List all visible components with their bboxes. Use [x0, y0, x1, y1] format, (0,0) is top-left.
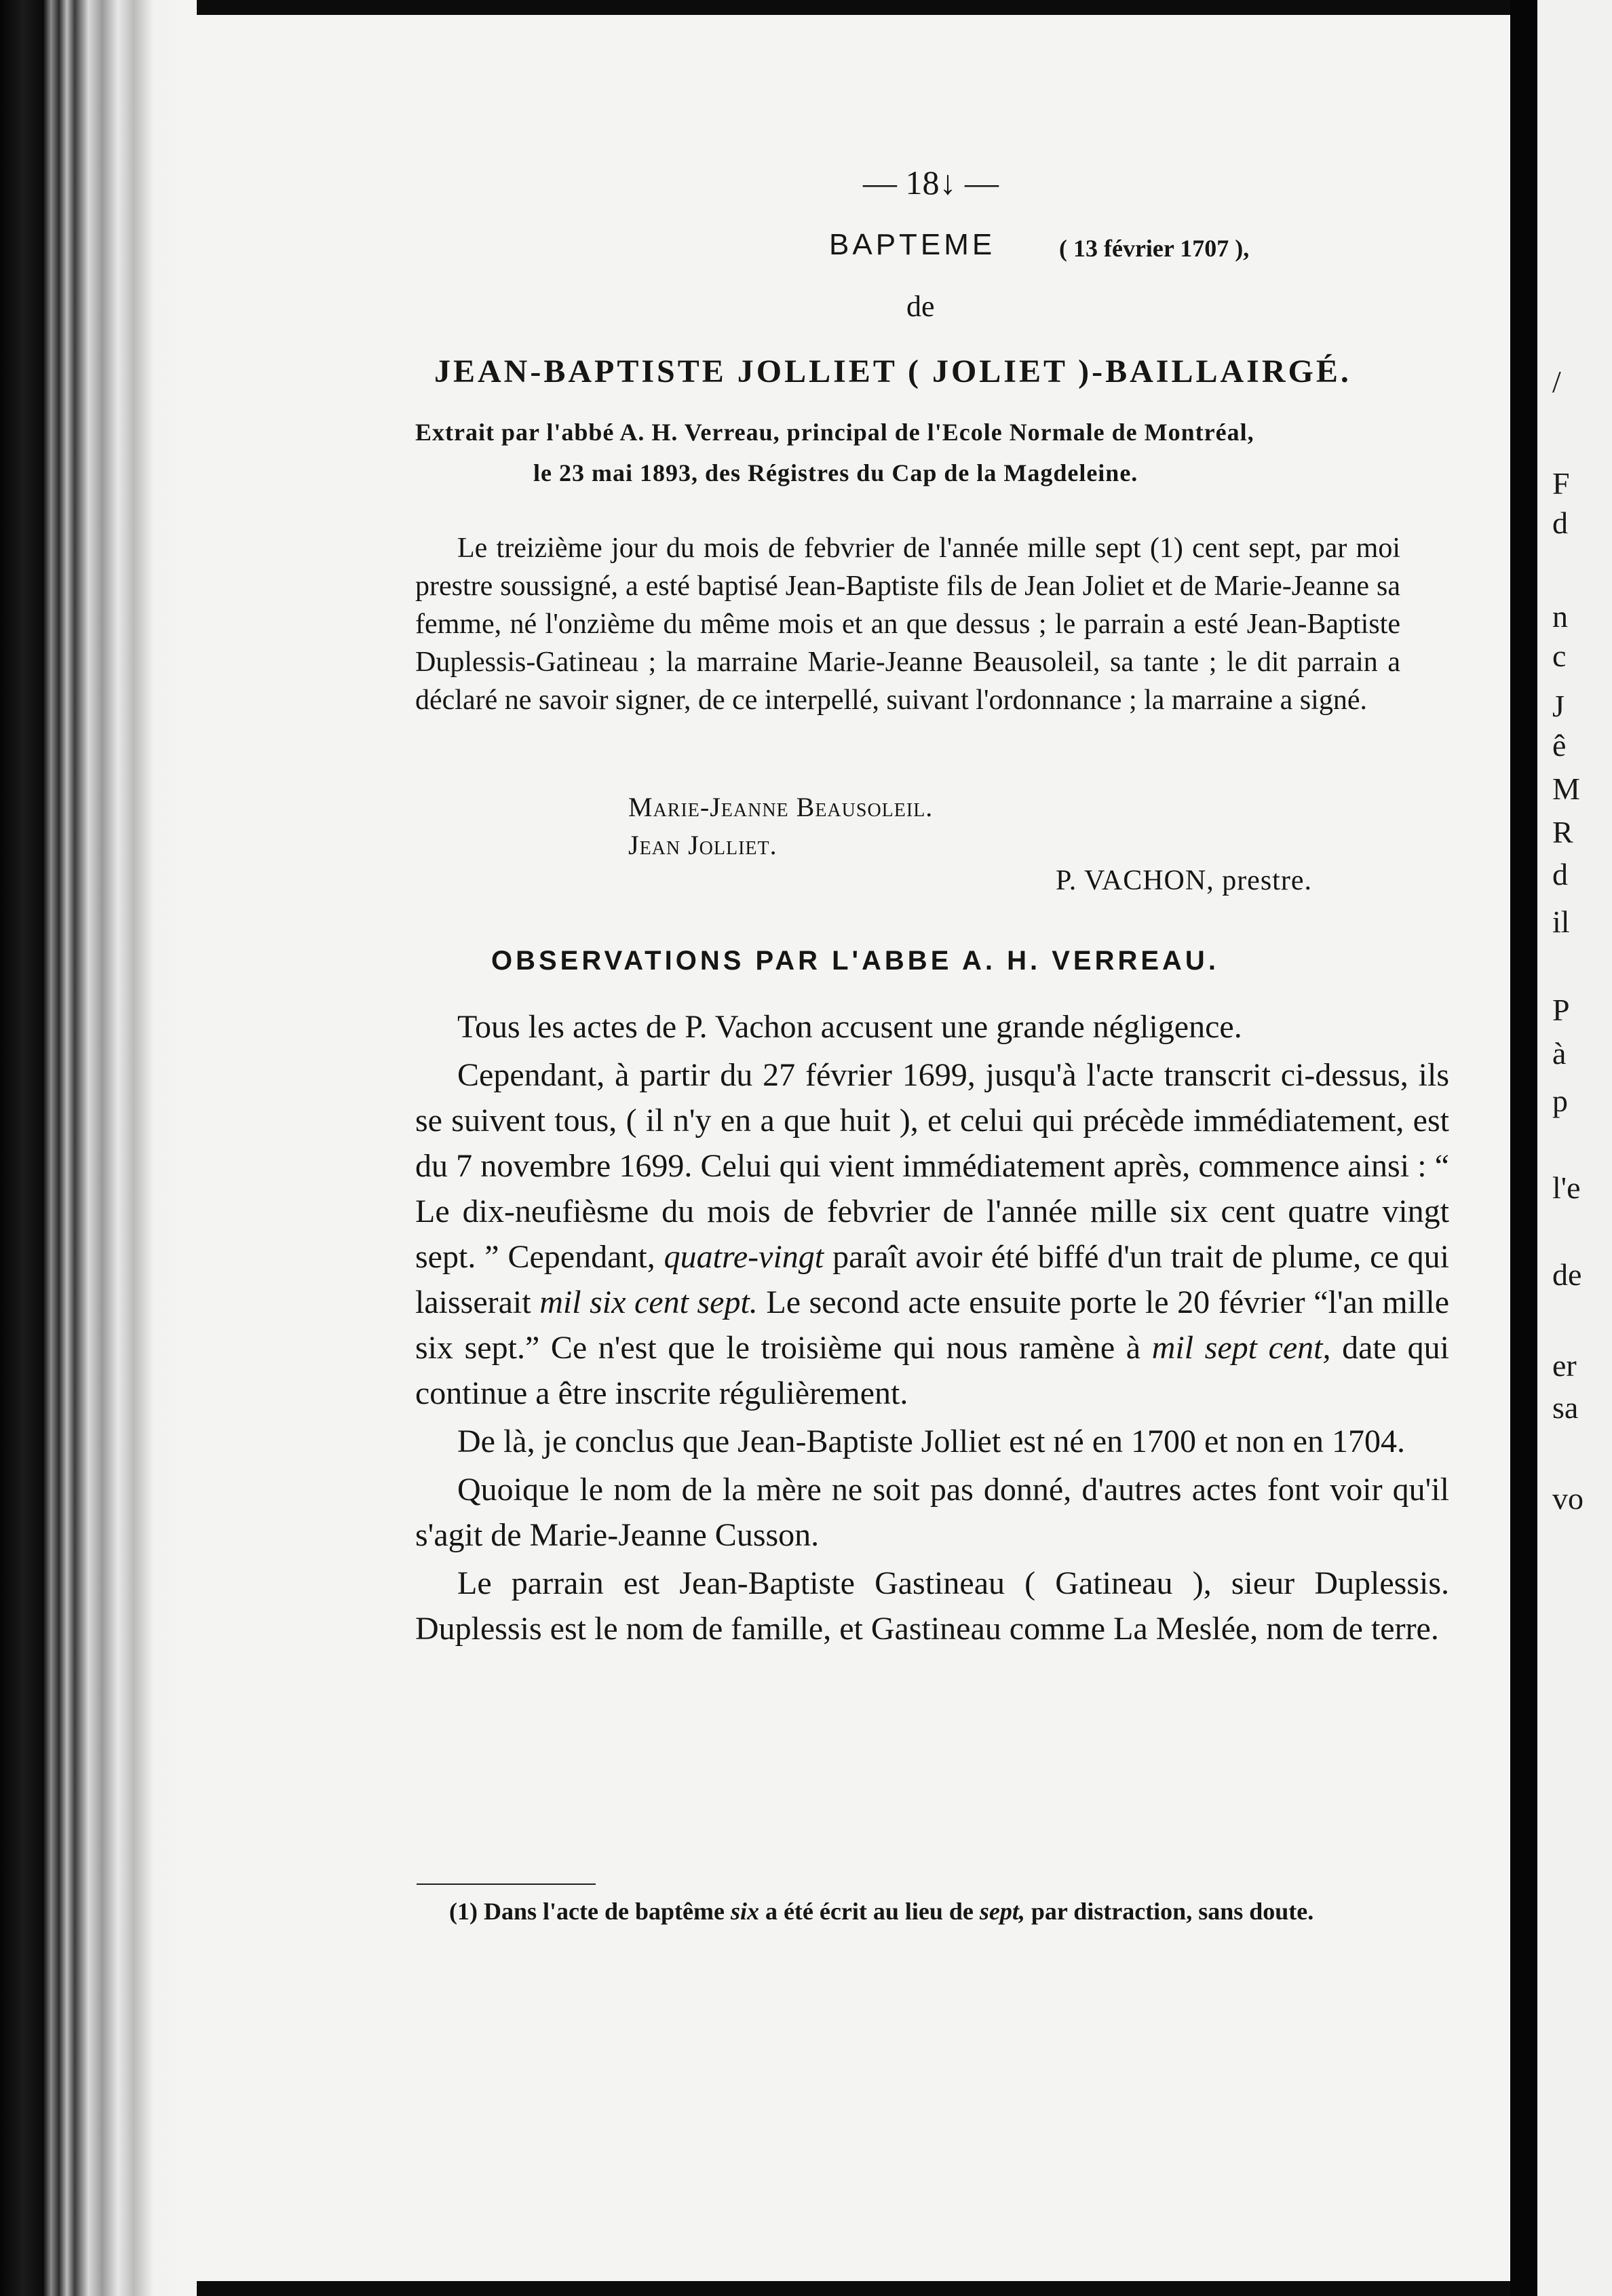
facing-fragment: vo [1552, 1481, 1584, 1516]
facing-fragment: il [1552, 904, 1570, 939]
page-number: — 18↓ — [863, 164, 999, 202]
facing-fragment: R [1552, 815, 1573, 849]
baptism-record [415, 529, 1400, 719]
facing-fragment: / [1552, 364, 1561, 399]
observation-text: Cependant, à partir du 27 février 1699, jusqu'à l'acte transcrit ci-dessus, ils se suivent tous, ( il n'y en a que huit ), et celui qui précède immédiatement, est du 7 novembre 1699. Celui qui vient immédiatement après, commence ainsi : “ Le dix-neufièsme du mois de febvrier de l'année mille six cent quatre vingt sept. ” Cependant, [415, 1057, 1449, 1275]
facing-fragment: p [1552, 1084, 1568, 1118]
facing-fragment: sa [1552, 1390, 1579, 1425]
extract-line-1: Extrait par l'abbé A. H. Verreau, principal de l'Ecole Normale de Montréal, [415, 419, 1254, 446]
footnote-italic: six [730, 1898, 759, 1925]
facing-fragment: J [1552, 689, 1565, 723]
observation-italic: mil six cent sept. [539, 1284, 758, 1320]
footnote-italic: sept, [979, 1898, 1025, 1925]
facing-fragment: er [1552, 1348, 1577, 1383]
facing-fragment: ê [1552, 728, 1567, 763]
observation-text: date qui continue a être inscrite régulièrement. [415, 1330, 1450, 1411]
facing-fragment: M [1552, 771, 1580, 806]
scan-binding-edge [0, 0, 197, 2296]
facing-fragment: F [1552, 466, 1570, 501]
footnote-part: a été écrit au lieu de [765, 1898, 974, 1925]
facing-fragment: d [1552, 857, 1568, 892]
observation-paragraph: Quoique le nom de la mère ne soit pas donné, d'autres actes font voir qu'il s'agit de Marie-Jeanne Cusson. [415, 1472, 1449, 1553]
footnote [417, 1894, 1448, 1928]
observation-italic: quatre-vingt [664, 1239, 824, 1275]
observation-paragraph: Tous les actes de P. Vachon accusent une grande négligence. [457, 1009, 1242, 1045]
facing-fragment: n [1552, 599, 1568, 634]
scan-gutter [1510, 0, 1537, 2296]
facing-fragment: c [1552, 638, 1567, 673]
signature-father: Jean Jolliet. [628, 830, 778, 860]
observation-paragraph [415, 1052, 1449, 1416]
observations-heading: OBSERVATIONS PAR L'ABBE A. H. VERREAU. [491, 946, 1219, 976]
footnote-text [417, 1894, 1448, 1928]
footnote-part: par distraction, sans doute. [1031, 1898, 1314, 1925]
observation-paragraph: Le parrain est Jean-Baptiste Gastineau ( Gatineau ), sieur Duplessis. Duplessis est le nom de famille, et Gastineau comme La Meslée, nom de terre. [415, 1565, 1449, 1647]
extract-line-2: le 23 mai 1893, des Régistres du Cap de la Magdeleine. [533, 459, 1138, 486]
signature-priest: P. VACHON, prestre. [1056, 865, 1312, 896]
observation-paragraph: De là, je conclus que Jean-Baptiste Jolliet est né en 1700 et non en 1704. [457, 1423, 1405, 1459]
observation-italic: mil sept cent, [1151, 1330, 1331, 1366]
heading-de: de [906, 290, 935, 323]
footnote-part: (1) Dans l'acte de baptême [449, 1898, 725, 1925]
facing-fragment: de [1552, 1257, 1582, 1292]
footnote-divider [417, 1883, 596, 1885]
facing-fragment: à [1552, 1036, 1567, 1071]
facing-fragment: l'e [1552, 1170, 1581, 1205]
heading-person-name: JEAN-BAPTISTE JOLLIET ( JOLIET )-BAILLAIRGÉ. [434, 353, 1351, 389]
facing-fragment: P [1552, 993, 1570, 1027]
observation-text: paraît avoir été biffé d'un trait de plume, ce qui laisserait [415, 1239, 1450, 1320]
baptism-record-text: Le treizième jour du mois de febvrier de l'année mille sept (1) cent sept, par moi prestre soussigné, a esté baptisé Jean-Baptiste fils de Jean Joliet et de Marie-Jeanne sa femme, né l'onzième du même mois et an que dessus ; le parrain a esté Jean-Baptiste Duplessis-Gatineau ; la marraine Marie-Jeanne Beausoleil, sa tante ; le dit parrain a déclaré ne savoir signer, de ce interpellé, suivant l'ordonnance ; la marraine a signé. [415, 533, 1400, 716]
facing-page-edge [1537, 0, 1612, 2296]
signature-godmother: Marie-Jeanne Beausoleil. [628, 792, 934, 822]
heading-bapteme: BAPTEME [829, 228, 996, 261]
heading-date: ( 13 février 1707 ), [1059, 235, 1250, 262]
facing-fragment: d [1552, 505, 1568, 540]
observations-body [415, 1004, 1449, 1654]
observation-text: Le second acte ensuite porte le 20 février “l'an mille six sept.” Ce n'est que le troisième qui nous ramène à [415, 1284, 1450, 1366]
